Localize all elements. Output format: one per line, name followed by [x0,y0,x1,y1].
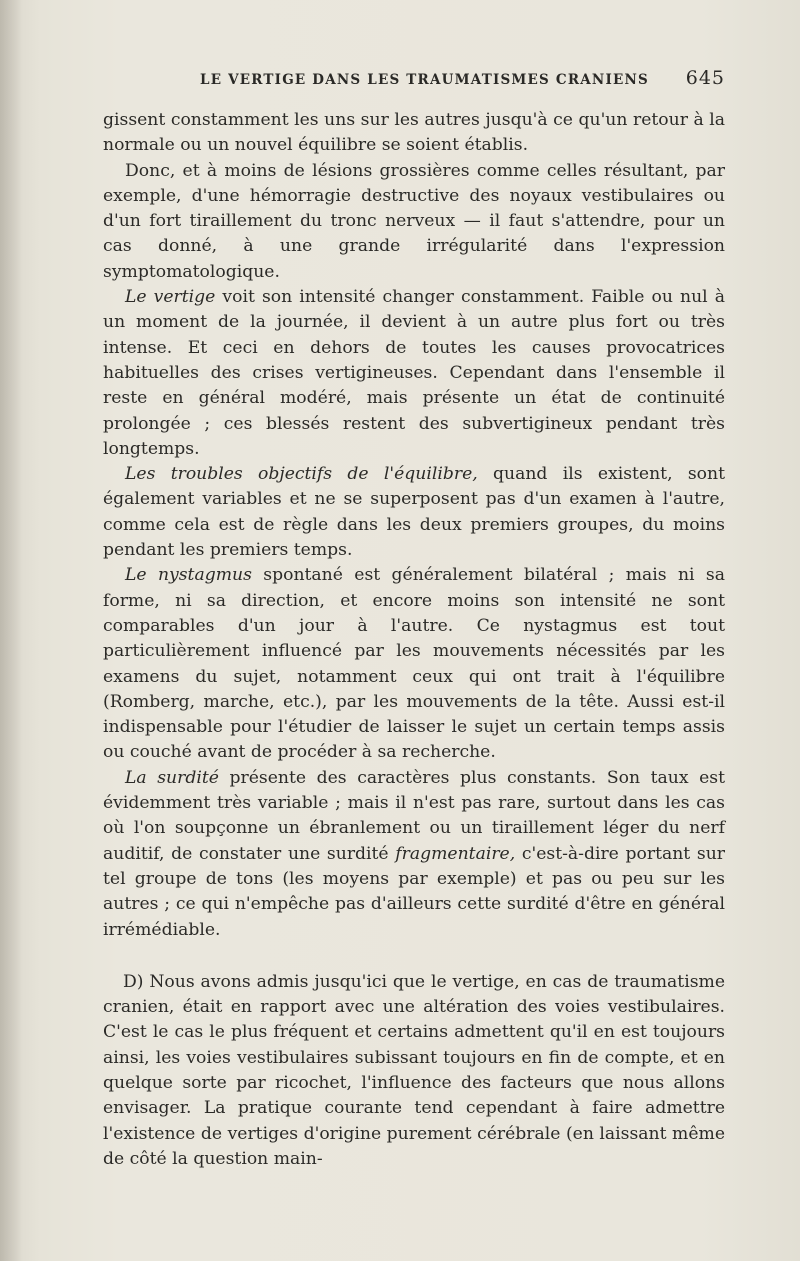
page-number: 645 [685,67,725,89]
paragraph-text: Donc, et à moins de lésions grossières comme celles résultant, par exemple, d'une hémorragie destructive des noyaux vestibulaires ou d'un fort tiraillement du tronc nerveux — il faut s'attendre, pour un cas donné, à une grande irrégularité dans l'expression symptomatologique. [103,160,725,282]
paragraph-text: gissent constamment les uns sur les autres jusqu'à ce qu'un retour à la normale ou un nouvel équilibre se soient établis. [103,110,725,156]
paragraph-vertige [103,285,725,462]
paragraph-troubles-equilibre [103,462,725,563]
paragraph-lead-italic: Les troubles objectifs de l'équilibre, [125,464,478,485]
paragraph-section-d [103,970,725,1172]
page-binding-shadow [0,0,22,1261]
paragraph-lesions [103,159,725,285]
paragraph-continuation [103,108,725,159]
paragraph-text: D) Nous avons admis jusqu'ici que le vertige, en cas de traumatisme cranien, était en rapport avec une altération des voies vestibulaires. C'est le cas le plus fréquent et certains admettent qu'il en est toujours ainsi, les voies vestibulaires subissant toujours en fin de compte, et en quelque sorte par ricochet, l'influence des facteurs que nous allons envisager. La pratique courante tend cependant à faire admettre l'existence de vertiges d'origine purement cérébrale (en laissant même de côté la question main- [103,971,725,1169]
paragraph-lead-italic: Le vertige [125,287,216,308]
body-text [103,108,725,1172]
inline-italic-term: fragmentaire, [395,843,516,864]
paragraph-lead-italic: La surdité [125,767,219,788]
paragraph-text: spontané est généralement bilatéral ; mais ni sa forme, ni sa direction, et encore moins son intensité ne sont comparables d'un jour à l'autre. Ce nystagmus est tout particulièrement influencé par les mouvements nécessités par les examens du sujet, notamment ceux qui ont trait à l'équilibre (Romberg, marche, etc.), par les mouvements de la tête. Aussi est-il indispensable pour l'étudier de laisser le sujet un certain temps assis ou couché avant de procéder à sa recherche. [103,565,725,763]
running-title: LE VERTIGE DANS LES TRAUMATISMES CRANIENS [200,72,649,88]
paragraph-text: c'est-à-dire portant sur tel groupe de tons (les moyens par exemple) et pas ou peu sur les autres ; ce qui n'empêche pas d'ailleurs cette surdité d'être en général irrémédiable. [103,843,725,940]
paragraph-text: présente des caractères plus constants. Son taux est évidemment très variable ; mais il n'est pas rare, surtout dans les cas où l'on soupçonne un ébranlement ou un tiraillement léger du nerf auditif, de constater une surdité [103,767,726,864]
paragraph-text: quand ils existent, sont également variables et ne se superposent pas d'un examen à l'autre, comme cela est de règle dans les deux premiers groupes, du moins pendant les premiers temps. [103,464,725,561]
paragraph-nystagmus [103,563,725,765]
paragraph-lead-italic: Le nystagmus [125,565,252,586]
paragraph-surdite [103,766,725,943]
paragraph-text: voit son intensité changer constamment. Faible ou nul à un moment de la journée, il devient à un autre plus fort ou très intense. Et ceci en dehors de toutes les causes provocatrices habituelles des crises vertigineuses. Cependant dans l'ensemble il reste en général modéré, mais présente un état de continuité prolongée ; ces blessés restent des subvertigineux pendant très longtemps. [103,287,725,459]
page-header [103,64,725,94]
